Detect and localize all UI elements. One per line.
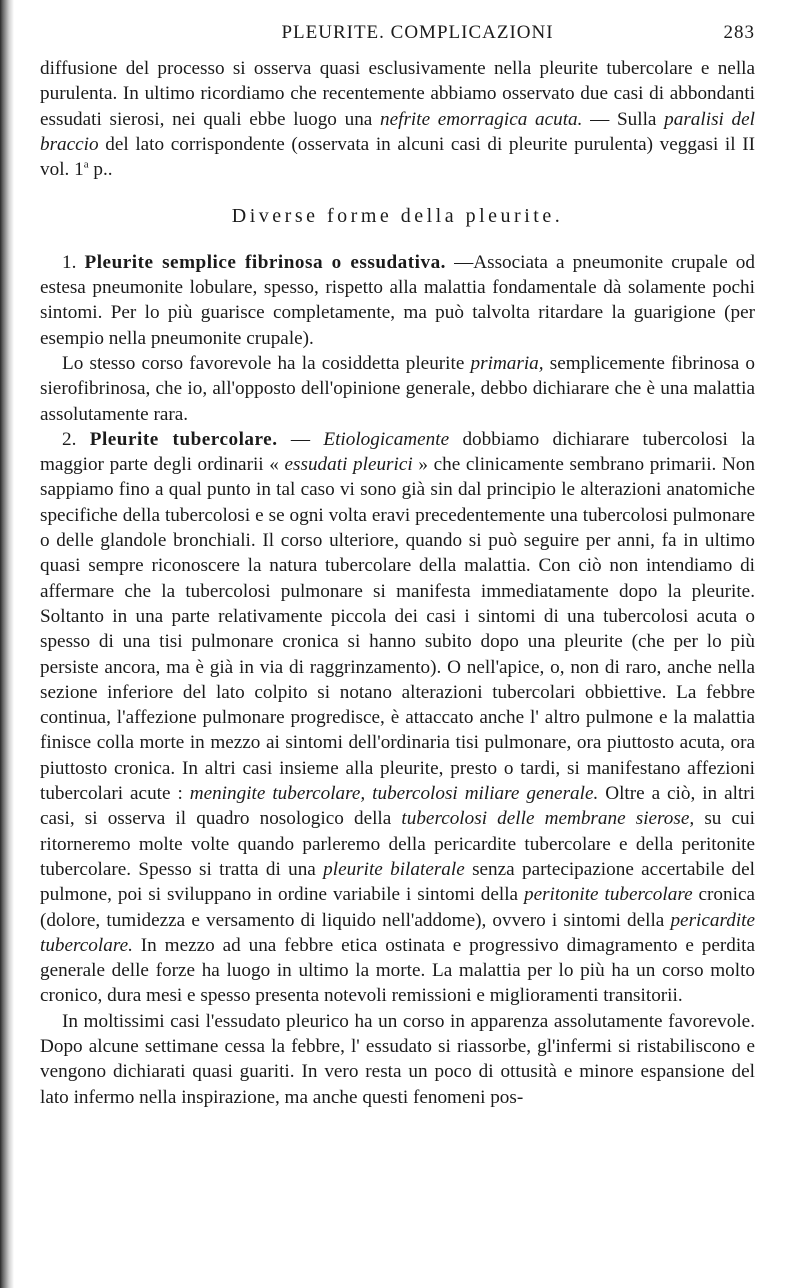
text-run: In moltissimi casi l'essudato pleurico ha un corso in apparenza assolutamente favorevole. Dopo alcune settimane cessa la febbre, l' essudato si riassorbe, gl'infermi si ristabiliscono e vengono dichiarati quasi guariti. In vero resta un poco di ottusità e minore espansione del lato infermo nella inspirazione, ma anche questi fenomeni pos- [40, 1010, 755, 1108]
item-1-continuation [40, 351, 755, 427]
text-run: p.. [88, 159, 113, 181]
italic-term: meningite tubercolare, tubercolosi miliare generale. [189, 783, 599, 805]
book-binding-edge [0, 0, 14, 1288]
text-run: senza partecipazione accertabile del pulmone, poi si sviluppano in ordine variabile i sintomi della [40, 858, 755, 906]
italic-term: Etiologicamente [323, 428, 450, 450]
item-number: 2. [62, 428, 90, 450]
text-run: In mezzo ad una febbre etica ostinata e progressivo dimagramento e perdita generale delle forze ha luogo in ultimo la morte. La malattia per lo più ha un corso molto cronico, dura mesi e spesso presenta notevoli remissioni e miglioramenti transitorii. [40, 934, 755, 1007]
page-number: 283 [723, 22, 755, 43]
item-heading: Pleurite tubercolare. [89, 428, 278, 450]
italic-term: essudati pleurici [284, 454, 413, 476]
section-heading: Diverse forme della pleurite. [231, 205, 564, 228]
text-run: — Sulla [582, 108, 665, 130]
text-run: Oltre a ciò, in altri casi, si osserva il quadro nosologico della [40, 783, 755, 830]
text-run: dobbiamo dichiarare tubercolosi la maggior parte degli ordinarii « [40, 428, 755, 476]
italic-term: paralisi del braccio [40, 108, 755, 155]
italic-term: pericardite tubercolare. [40, 909, 755, 956]
body-text [40, 56, 755, 1110]
book-page [40, 22, 755, 1110]
text-run: semplicemente fibrinosa o sierofibrinosa, che io, all'opposto dell'opinione generale, debbo dichiarare che è una malattia assolutamente rara. [40, 352, 755, 425]
superscript: a [83, 158, 89, 171]
text-run: — [277, 428, 324, 450]
text-run: del lato corrispondente (osservata in alcuni casi di pleurite purulenta) veggasi il II vol. 1 [40, 133, 755, 181]
item-2-paragraph [40, 427, 755, 1009]
italic-term: nefrite emorragica acuta. [380, 108, 583, 130]
paragraph-intro [40, 56, 755, 182]
closing-paragraph [40, 1009, 755, 1110]
italic-term: tubercolosi delle membrane sierose, [401, 808, 695, 830]
italic-term: peritonite tubercolare [523, 884, 693, 906]
italic-term: pleurite bilaterale [323, 858, 465, 880]
text-run: diffusione del processo si osserva quasi esclusivamente nella pleurite tubercolare e nella purulenta. In ultimo ricordiamo che recentemente abbiamo osservato due casi di abbondanti essudati sierosi, nei quali ebbe luogo una [40, 58, 755, 130]
italic-term: primaria, [470, 352, 544, 374]
item-heading: Pleurite semplice fibrinosa o essudativa. [84, 251, 446, 273]
text-run: Lo stesso corso favorevole ha la cosiddetta pleurite [62, 352, 471, 374]
text-run: —Associata a pneumonite crupale od estesa pneumonite lobulare, spesso, rispetto alla malattia fondamentale dà solamente pochi sintomi. Per lo più guarisce completamente, ma può talvolta ritardare la guarigione (per esempio nella pneumonite crupale). [40, 251, 755, 349]
text-run: » che clinicamente sembrano primarii. Non sappiamo fino a qual punto in tal caso vi sono già sin dal principio le alterazioni anatomiche specifiche della tubercolosi e se ogni volta eravi precedentemente una tubercolosi pulmonare o delle glandole bronchiali. Il corso ulteriore, quando si può seguire per anni, fa in ultimo quasi sempre riconoscere la natura tubercolare della malattia. Con ciò non intendiamo di affermare che la tubercolosi pulmonare si manifesta immediatamente dopo la pleurite. Soltanto in una parte relativamente piccola dei casi i sintomi di una tubercolosi acuta o spesso di una tisi pulmonare cronica si hanno subito dopo una pleurite (che per lo più persiste ancora, ma è già in via di raggrinzamento). O nell'apice, o, non di raro, anche nella sezione inferiore del lato colpito si notano alterazioni tubercolari obbiettive. La febbre continua, l'affezione pulmonare progredisce, è attaccato anche l' altro pulmone e la malattia finisce colla morte in mezzo ai sintomi dell'ordinaria tisi pulmonare, ora piuttosto acuta, ora piuttosto cronica. In altri casi insieme alla pleurite, presto o tardi, si manifestano affezioni tubercolari acute : [40, 454, 756, 805]
item-1-paragraph [40, 250, 755, 351]
item-number: 1. [62, 251, 85, 273]
text-run: cronica (dolore, tumidezza e versamento di liquido nell'addome), ovvero i sintomi della [40, 884, 755, 931]
running-header [40, 22, 755, 52]
text-run: su cui ritorneremo molte volte quando parleremo della pericardite tubercolare e della peritonite tubercolare. Spesso si tratta di una [40, 808, 755, 880]
running-title: PLEURITE. COMPLICAZIONI [281, 22, 554, 43]
